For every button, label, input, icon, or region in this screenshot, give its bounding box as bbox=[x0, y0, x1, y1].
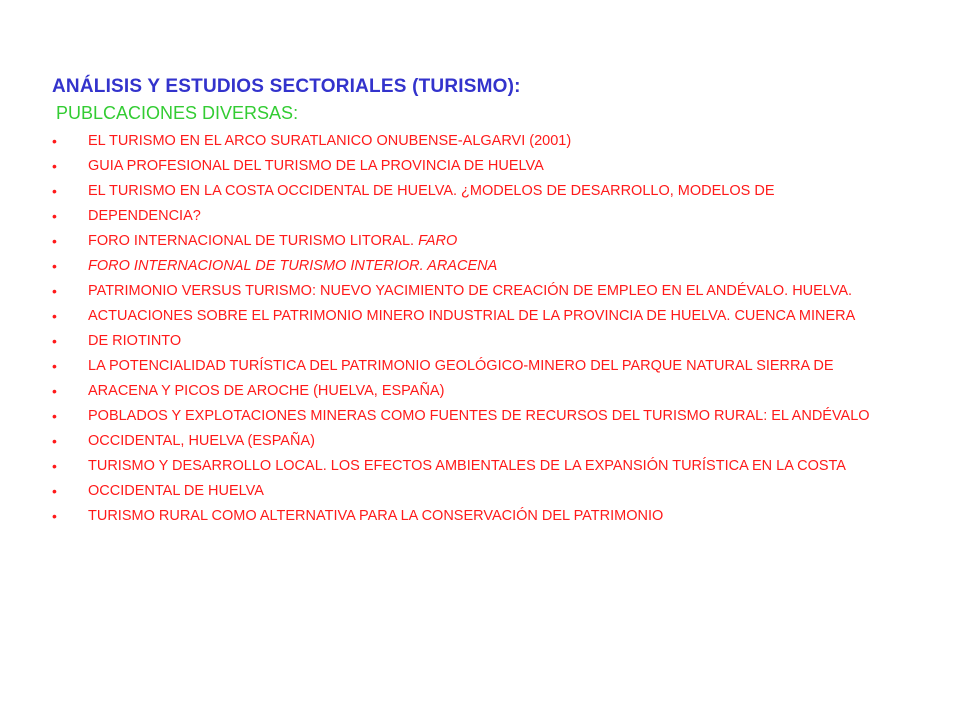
slide-subheading: PUBLCACIONES DIVERSAS: bbox=[56, 103, 299, 123]
list-item-italic-text: FARO bbox=[418, 233, 458, 249]
bullet-icon: • bbox=[52, 208, 57, 224]
list-item bbox=[52, 358, 912, 374]
list-item-text: DEPENDENCIA? bbox=[88, 208, 201, 224]
list-item-text: POBLADOS Y EXPLOTACIONES MINERAS COMO FUENTES DE RECURSOS DEL TURISMO RURAL: EL ANDÉVALO bbox=[88, 408, 870, 424]
slide-heading: ANÁLISIS Y ESTUDIOS SECTORIALES (TURISMO): bbox=[52, 76, 521, 97]
list-item-text: TURISMO Y DESARROLLO LOCAL. LOS EFECTOS AMBIENTALES DE LA EXPANSIÓN TURÍSTICA EN LA COSTA bbox=[88, 458, 846, 474]
list-item bbox=[52, 333, 912, 349]
list-item-text: GUIA PROFESIONAL DEL TURISMO DE LA PROVINCIA DE HUELVA bbox=[88, 158, 544, 174]
list-item-text: FORO INTERNACIONAL DE TURISMO INTERIOR. ARACENA bbox=[88, 258, 498, 274]
list-item-text: LA POTENCIALIDAD TURÍSTICA DEL PATRIMONIO GEOLÓGICO-MINERO DEL PARQUE NATURAL SIERRA DE bbox=[88, 358, 834, 374]
list-item bbox=[52, 308, 912, 324]
bullet-icon: • bbox=[52, 133, 57, 149]
list-item-text: DE RIOTINTO bbox=[88, 333, 182, 349]
list-item-text: PATRIMONIO VERSUS TURISMO: NUEVO YACIMIENTO DE CREACIÓN DE EMPLEO EN EL ANDÉVALO. HUELVA. bbox=[88, 283, 853, 299]
bullet-icon: • bbox=[52, 333, 57, 349]
bullet-icon: • bbox=[52, 183, 57, 199]
bullet-icon: • bbox=[52, 308, 57, 324]
list-item bbox=[52, 208, 912, 224]
list-item-text: OCCIDENTAL DE HUELVA bbox=[88, 483, 264, 499]
list-item-text: EL TURISMO EN EL ARCO SURATLANICO ONUBENSE-ALGARVI (2001) bbox=[88, 133, 572, 149]
list-item bbox=[52, 233, 912, 249]
list-item bbox=[52, 483, 912, 499]
list-item-text: EL TURISMO EN LA COSTA OCCIDENTAL DE HUELVA. ¿MODELOS DE DESARROLLO, MODELOS DE bbox=[88, 183, 775, 199]
list-item bbox=[52, 183, 912, 199]
bullet-icon: • bbox=[52, 383, 57, 399]
list-item bbox=[52, 458, 912, 474]
bullet-icon: • bbox=[52, 408, 57, 424]
bullet-icon: • bbox=[52, 458, 57, 474]
bullet-icon: • bbox=[52, 508, 57, 524]
list-item-text: OCCIDENTAL, HUELVA (ESPAÑA) bbox=[88, 433, 315, 449]
list-item bbox=[52, 408, 912, 424]
list-item-text: ARACENA Y PICOS DE AROCHE (HUELVA, ESPAÑA) bbox=[88, 383, 445, 399]
bullet-icon: • bbox=[52, 283, 57, 299]
bullet-icon: • bbox=[52, 358, 57, 374]
list-item bbox=[52, 258, 912, 274]
list-item bbox=[52, 283, 912, 299]
list-item bbox=[52, 383, 912, 399]
list-item bbox=[52, 433, 912, 449]
list-item bbox=[52, 133, 912, 149]
list-item bbox=[52, 508, 912, 524]
bullet-icon: • bbox=[52, 433, 57, 449]
publication-list bbox=[52, 133, 912, 533]
bullet-icon: • bbox=[52, 233, 57, 249]
list-item bbox=[52, 158, 912, 174]
bullet-icon: • bbox=[52, 258, 57, 274]
list-item-text: FORO INTERNACIONAL DE TURISMO LITORAL. bbox=[88, 233, 415, 249]
list-item-text: ACTUACIONES SOBRE EL PATRIMONIO MINERO INDUSTRIAL DE LA PROVINCIA DE HUELVA. CUENCA MINERA bbox=[88, 308, 856, 324]
bullet-icon: • bbox=[52, 483, 57, 499]
list-item-text: TURISMO RURAL COMO ALTERNATIVA PARA LA CONSERVACIÓN DEL PATRIMONIO bbox=[88, 508, 664, 524]
bullet-icon: • bbox=[52, 158, 57, 174]
